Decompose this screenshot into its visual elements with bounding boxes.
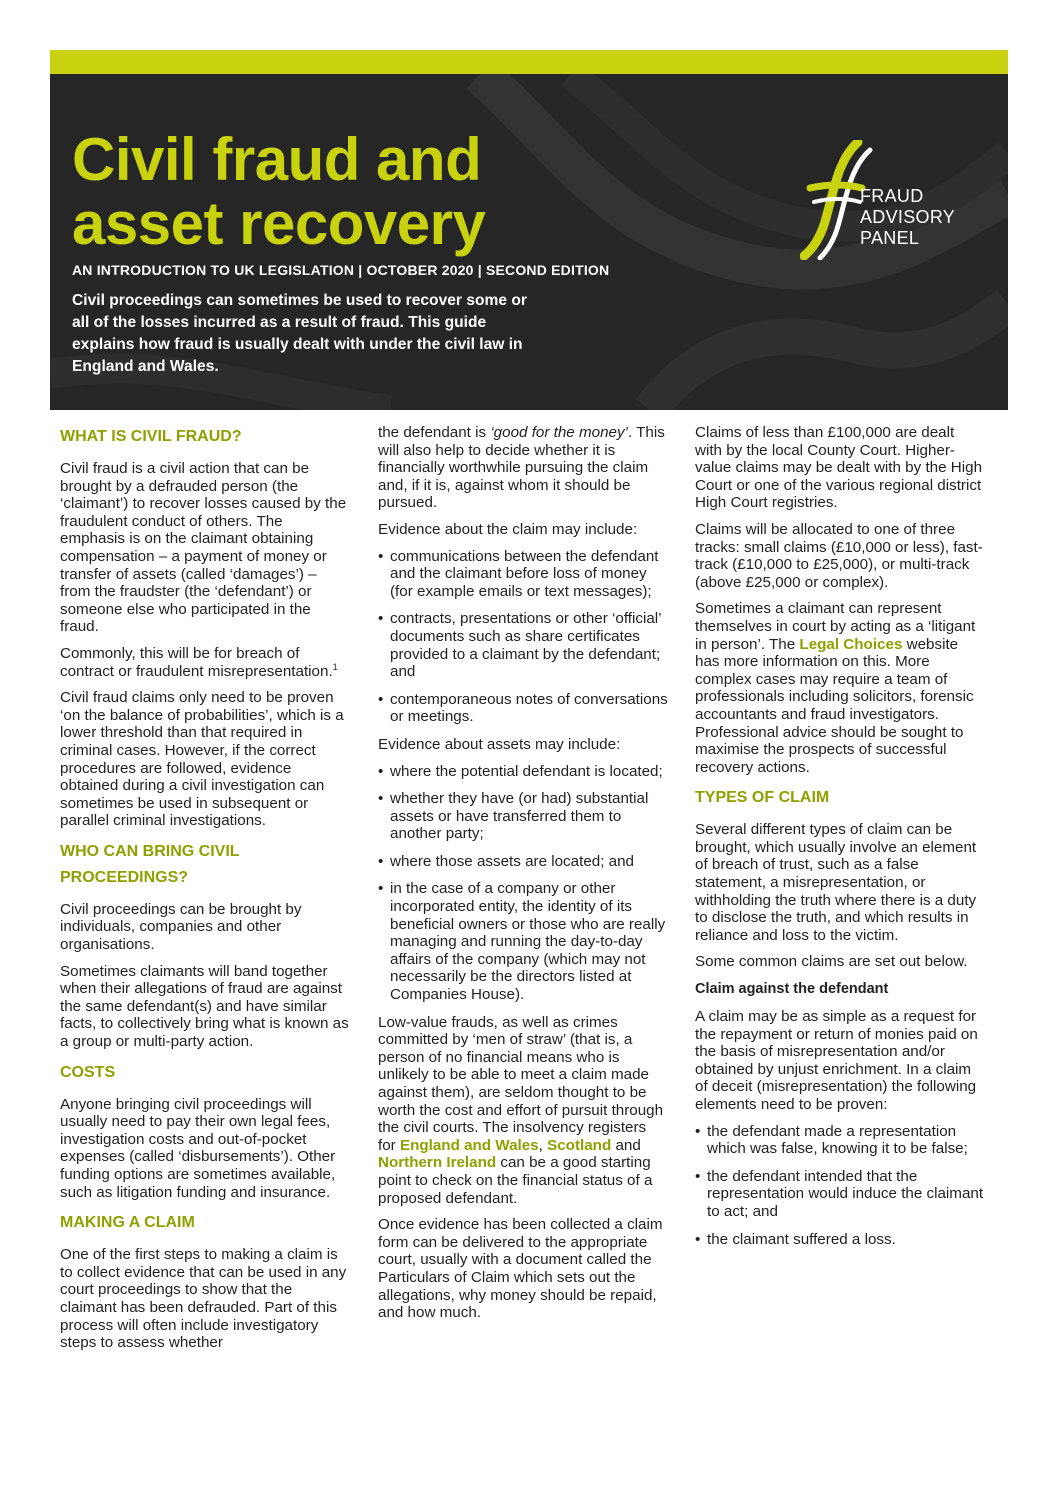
paragraph-text: and <box>611 1136 641 1154</box>
paragraph <box>695 600 985 776</box>
heading-what-is-civil-fraud: WHAT IS CIVIL FRAUD? <box>60 428 242 445</box>
asset-evidence-list <box>378 763 668 1004</box>
list-item: • contemporaneous notes of conversations or meetings. <box>378 691 668 726</box>
title-line-2: asset recovery <box>72 190 486 257</box>
paragraph-text: Low-value frauds, as well as crimes committed by ‘men of straw’ (that is, a person of no financial means who is unlikely to be able to meet a claim made against them), are seldom thought to be worth the cost and effort of pursuit through the civil courts. The insolvency registers for <box>378 1013 664 1154</box>
list-item: • where those assets are located; and <box>378 853 668 871</box>
heading-types-of-claim: TYPES OF CLAIM <box>695 789 830 807</box>
paragraph-text: the defendant is <box>378 424 491 441</box>
top-accent-bar <box>50 50 1008 74</box>
paragraph: Civil proceedings can be brought by individuals, companies and other organisations. <box>60 900 302 954</box>
paragraph: Once evidence has been collected a claim form can be delivered to the appropriate court, usually with a document called the Particulars of Claim which sets out the allegations, why money should be repaid, and how much. <box>378 1216 663 1322</box>
paragraph: Claims will be allocated to one of three tracks: small claims (£10,000 or less), fast-track (£10,000 to £25,000), or multi-track (above £25,000 or complex). <box>695 520 983 591</box>
paragraph: Civil fraud claims only need to be proven ‘on the balance of probabilities’, which is a lower threshold than that required in criminal cases. However, if the correct procedures are followed, evidence obtained during a civil investigation can sometimes be used in subsequent or parallel criminal investigations. <box>60 689 344 830</box>
list-item: • where the potential defendant is located; <box>378 763 668 781</box>
claim-evidence-list <box>378 548 668 726</box>
column-1 <box>60 424 350 1361</box>
paragraph <box>378 1014 668 1208</box>
link-legal-choices[interactable]: Legal Choices <box>799 635 903 653</box>
list-item: • the claimant suffered a loss. <box>695 1231 985 1249</box>
title-line-1: Civil fraud and <box>72 126 482 193</box>
paragraph: One of the first steps to making a claim is to collect evidence that can be used in any court proceedings to show that the claimant has been defrauded. Part of this process will often include investigatory steps to assess whether <box>60 1246 347 1352</box>
list-item: • communications between the defendant and the claimant before loss of money (for example emails or text messages); <box>378 548 668 601</box>
paragraph: Evidence about assets may include: <box>378 735 621 753</box>
deceit-elements-list <box>695 1123 985 1249</box>
header-banner <box>50 74 1008 410</box>
list-item: • in the case of a company or other incorporated entity, the identity of its beneficial owners or those who are really managing and running the day-to-day affairs of the company (which may not necessarily be the directors listed at Companies House). <box>378 880 668 1003</box>
list-item: • the defendant made a representation which was false, knowing it to be false; <box>695 1123 985 1158</box>
paragraph: Anyone bringing civil proceedings will usually need to pay their own legal fees, investigation costs and out-of-pocket expenses (called ‘disbursements’). Other funding options are sometimes available, such as litigation funding and insurance. <box>60 1095 336 1201</box>
logo-line-2: ADVISORY <box>860 207 956 227</box>
logo-text <box>860 186 955 249</box>
logo-line-1: FRAUD <box>860 186 924 206</box>
list-item: • whether they have (or had) substantial assets or have transferred them to another party; <box>378 790 668 843</box>
paragraph-text: . This will also help to decide whether it is financially worthwhile pursuing the claim and, if it is, against whom it should be pursued. <box>378 424 665 512</box>
logo <box>800 140 990 260</box>
paragraph: Claims of less than £100,000 are dealt with by the local County Court. Higher-value claims may be dealt with by the High Court or one of the various regional district High Court registries. <box>695 424 983 512</box>
list-item: • the defendant intended that the representation would induce the claimant to act; and <box>695 1168 985 1221</box>
intro-text: Civil proceedings can sometimes be used to recover some or all of the losses incurred as a result of fraud. This guide explains how fraud is usually dealt with under the civil law in England and Wales. <box>72 292 527 375</box>
list-item: • contracts, presentations or other ‘official’ documents such as share certificates provided to a claimant by the defendant; and <box>378 610 668 680</box>
subtitle: AN INTRODUCTION TO UK LEGISLATION | OCTOBER 2020 | SECOND EDITION <box>72 262 610 278</box>
paragraph <box>60 645 350 680</box>
paragraph-text: can be a good starting point to check on the financial status of a proposed defendant. <box>378 1154 653 1207</box>
paragraph: A claim may be as simple as a request for the repayment or return of monies paid on the basis of misrepresentation and/or obtained by unjust enrichment. In a claim of deceit (misrepresentation) the following elements need to be proven: <box>695 1008 978 1113</box>
link-england-and-wales[interactable]: England and Wales <box>399 1136 539 1154</box>
column-2 <box>378 424 668 1331</box>
heading-who-can-bring: WHO CAN BRING CIVIL PROCEEDINGS? <box>60 842 240 886</box>
paragraph-text: , <box>538 1136 548 1154</box>
subheading-claim-against-defendant: Claim against the defendant <box>695 981 889 998</box>
column-3 <box>695 424 985 1258</box>
paragraph: Several different types of claim can be brought, which usually involve an element of breach of trust, such as a false statement, a misrepresentation, or withholding the truth where there is a duty to disclose the truth, and which results in reliance and loss to the victim. <box>695 821 977 944</box>
emphasis-text: ‘good for the money’ <box>490 424 628 441</box>
paragraph-text: Commonly, this will be for breach of contract or fraudulent misrepresentation. <box>60 644 333 680</box>
paragraph: Evidence about the claim may include: <box>378 520 638 538</box>
link-scotland[interactable]: Scotland <box>547 1136 612 1154</box>
paragraph: Sometimes claimants will band together when their allegations of fraud are against the same defendant(s) and have similar facts, to collectively bring what is known as a group or multi-party action. <box>60 962 349 1051</box>
heading-making-a-claim: MAKING A CLAIM <box>60 1214 195 1232</box>
paragraph-text: Sometimes a claimant can represent themselves in court by acting as a ‘litigant in person’. The <box>695 600 976 653</box>
logo-line-3: PANEL <box>860 228 920 248</box>
paragraph <box>378 424 668 512</box>
paragraph: Some common claims are set out below. <box>695 953 968 971</box>
page-title <box>72 128 485 256</box>
paragraph: Civil fraud is a civil action that can be brought by a defrauded person (the ‘claimant’) to recover losses caused by the fraudulent conduct of others. The emphasis is on the claimant obtaining compensation – a payment of money or transfer of assets (called ‘damages’) – from the fraudster (the ‘defendant’) or someone else who participated in the fraud. <box>60 460 347 636</box>
heading-costs: COSTS <box>60 1063 116 1081</box>
footnote-marker: 1 <box>332 661 338 672</box>
paragraph-text: website has more information on this. More complex cases may require a team of professionals including solicitors, forensic accountants and fraud investigators. Professional advice should be sought to maximise the prospects of successful recovery actions. <box>695 635 974 776</box>
link-northern-ireland[interactable]: Northern Ireland <box>378 1154 497 1172</box>
